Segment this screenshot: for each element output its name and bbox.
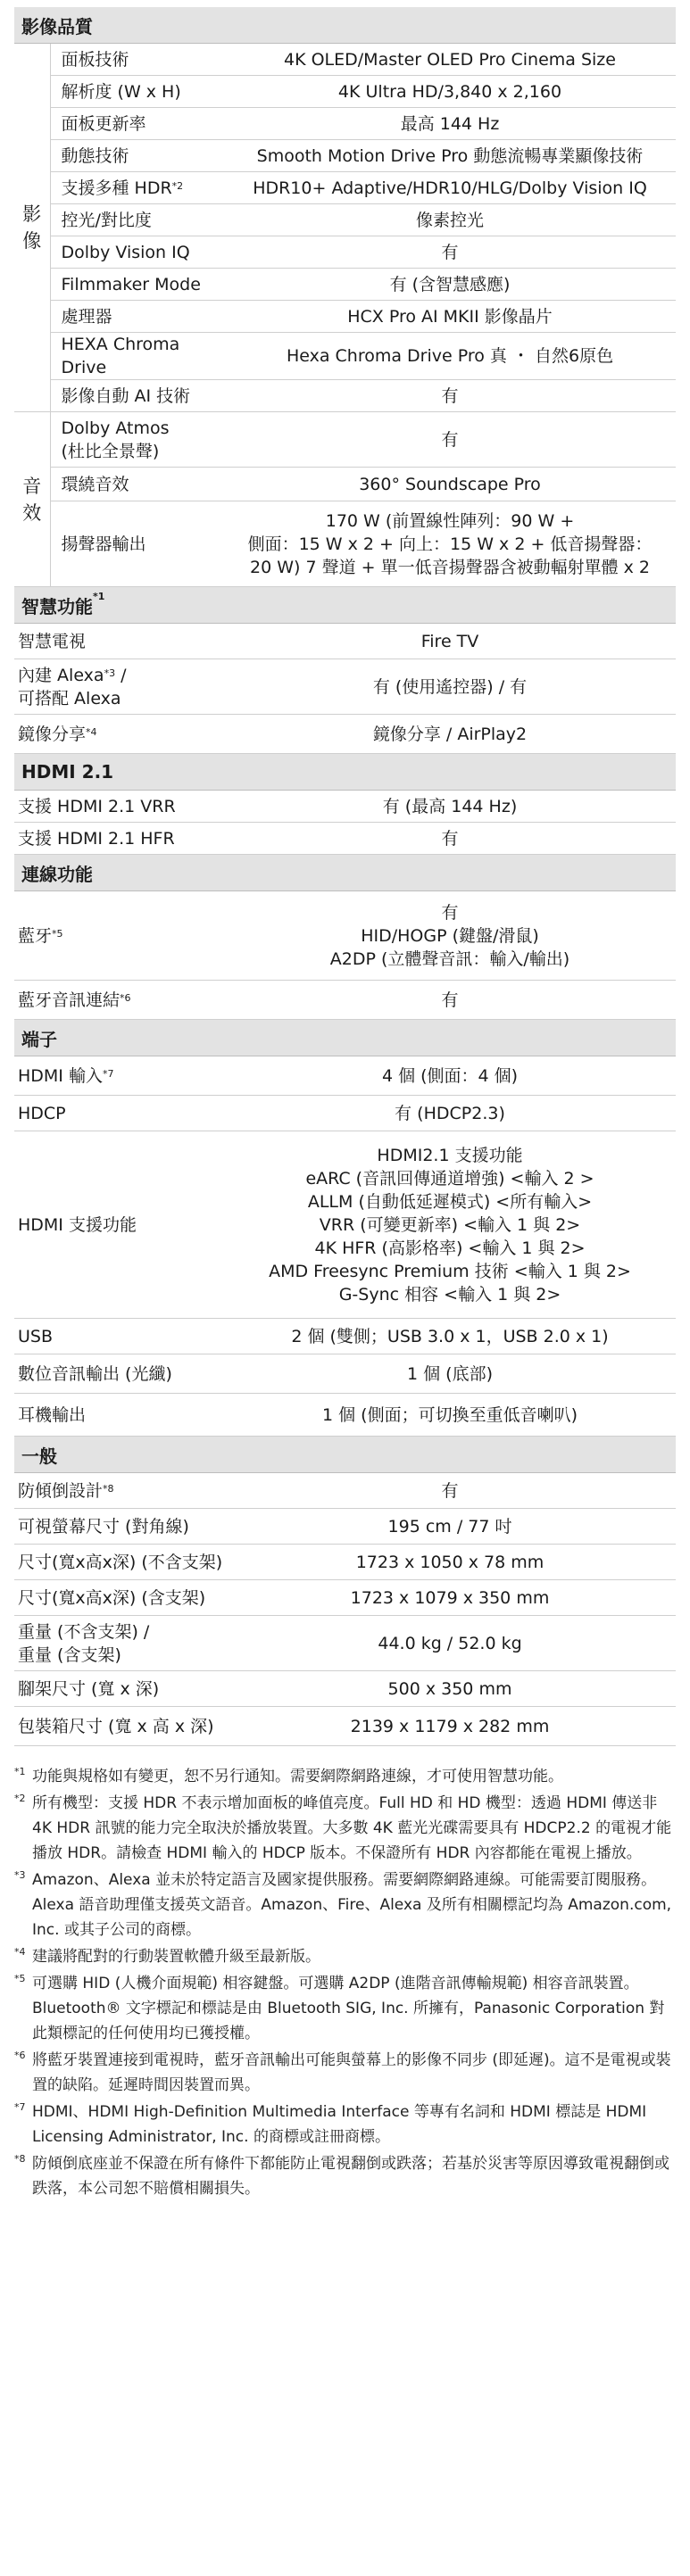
footnote (14, 1791, 676, 1866)
footnote-ref: *4 (86, 725, 97, 738)
footnote-text: 所有機型：支援 HDR 不表示增加面板的峰值亮度。Full HD 和 HD 機型：透過 HDMI 傳送非 4K HDR 訊號的能力完全取決於播放裝置。大多數 4K 藍光光碟需要具有 HDCP2.2 的電視才能播放 HDR。請檢查 HDMI 輸入的 HDCP 版本。不保證所有 HDR 內容都能在電視上播放。 (32, 1794, 672, 1862)
spec-label (50, 204, 224, 236)
spec-row (14, 1354, 676, 1394)
footnote-mark: *4 (14, 1946, 26, 1958)
spec-label (14, 659, 224, 715)
spec-label (14, 1580, 224, 1616)
spec-row (14, 1473, 676, 1509)
spec-label (14, 791, 224, 823)
section-row (14, 754, 676, 791)
spec-value: 有 (使用遙控器) / 有 (224, 659, 676, 715)
footnotes (14, 1764, 676, 2201)
footnote-ref: *5 (52, 927, 63, 940)
spec-value: 有 (224, 981, 676, 1020)
spec-label-text: 面板更新率 (61, 113, 146, 134)
spec-value: 有 (224, 823, 676, 855)
spec-label-text: Filmmaker Mode (61, 274, 201, 294)
spec-row (14, 891, 676, 981)
spec-value: 鏡像分享 / AirPlay2 (224, 715, 676, 754)
spec-row (14, 823, 676, 855)
spec-label (14, 1545, 224, 1580)
spec-row (14, 108, 676, 140)
spec-label (50, 269, 224, 301)
spec-label-text: 面板技術 (61, 49, 129, 70)
spec-row (14, 1131, 676, 1319)
spec-row (14, 269, 676, 301)
spec-row (14, 1509, 676, 1545)
section-header (14, 7, 676, 44)
spec-value: 360° Soundscape Pro (224, 468, 676, 501)
spec-label-text: HDMI 輸入 (18, 1065, 103, 1086)
footnote-mark: *6 (14, 2050, 26, 2061)
spec-row (14, 1319, 676, 1354)
spec-value: HCX Pro AI MKII 影像晶片 (224, 301, 676, 333)
footnote-mark: *5 (14, 1973, 26, 1984)
spec-label-text: USB (18, 1326, 54, 1346)
spec-row (14, 140, 676, 172)
spec-value: 像素控光 (224, 204, 676, 236)
footnote-ref: *7 (102, 1067, 114, 1080)
spec-row (14, 1671, 676, 1707)
spec-value: 2139 x 1179 x 282 mm (224, 1707, 676, 1746)
section-row (14, 587, 676, 624)
spec-row (14, 412, 676, 468)
footnote-mark: *2 (14, 1793, 26, 1804)
spec-value: 500 x 350 mm (224, 1671, 676, 1707)
spec-row (14, 468, 676, 501)
section-row (14, 1020, 676, 1056)
spec-label (50, 380, 224, 412)
footnote-text: 將藍牙裝置連接到電視時，藍牙音訊輸出可能與螢幕上的影像不同步 (即延遲)。這不是電視或裝置的缺陷。延遲時間因裝置而異。 (32, 2051, 671, 2094)
spec-label (14, 823, 224, 855)
spec-label-text: 重量 (不含支架) / 重量 (含支架) (18, 1621, 150, 1665)
spec-label (14, 1616, 224, 1671)
footnote (14, 1868, 676, 1942)
spec-row (14, 44, 676, 76)
section-header (14, 1020, 676, 1056)
spec-label-text: 腳架尺寸 (寬 x 深) (18, 1678, 160, 1699)
spec-label (50, 44, 224, 76)
spec-value: 有 (最高 144 Hz) (224, 791, 676, 823)
spec-label (14, 1707, 224, 1746)
spec-value: 1 個 (側面；可切換至重低音喇叭) (224, 1394, 676, 1437)
footnote-text: Amazon、Alexa 並未於特定語言及國家提供服務。需要網際網路連線。可能需要訂閱服務。Alexa 語音助理僅支援英文語音。Amazon、Fire、Alexa 及所有相關標記均為 Amazon.com, Inc. 或其子公司的商標。 (32, 1871, 672, 1939)
footnote (14, 1971, 676, 2046)
spec-value: 1723 x 1050 x 78 mm (224, 1545, 676, 1580)
group-label: 音 效 (14, 412, 50, 587)
spec-label (50, 501, 224, 587)
spec-label (14, 1056, 224, 1096)
spec-row (14, 624, 676, 659)
footnote-ref: *3 (104, 667, 116, 679)
spec-row (14, 380, 676, 412)
section-title: 端子 (21, 1028, 57, 1050)
section-title: 一般 (21, 1445, 57, 1467)
spec-row (14, 236, 676, 269)
footnote (14, 2151, 676, 2201)
spec-sheet (14, 7, 676, 2203)
footnote-mark: *1 (14, 1766, 26, 1777)
spec-label-text: 支援 HDMI 2.1 VRR (18, 796, 176, 816)
spec-value: HDR10+ Adaptive/HDR10/HLG/Dolby Vision IQ (224, 172, 676, 204)
spec-label-text: 內建 Alexa (18, 665, 104, 685)
spec-label (50, 333, 224, 380)
section-row (14, 7, 676, 44)
section-title: HDMI 2.1 (21, 761, 114, 783)
spec-row (14, 791, 676, 823)
group-label: 影 像 (14, 44, 50, 412)
spec-value: Smooth Motion Drive Pro 動態流暢專業顯像技術 (224, 140, 676, 172)
footnote (14, 2100, 676, 2149)
spec-row (14, 333, 676, 380)
spec-value: HDMI2.1 支援功能 eARC (音訊回傳通道增強) <輸入 2 > ALLM (自動低延遲模式) <所有輸入> VRR (可變更新率) <輸入 1 與 2> 4K HFR (高影格率) <輸入 1 與 2> AMD Freesync Premium 技術 <輸入 1 與 2> G-Sync 相容 <輸入 1 與 2> (224, 1131, 676, 1319)
section-title: 連線功能 (21, 863, 93, 885)
spec-label-text: 可視螢幕尺寸 (對角線) (18, 1516, 189, 1536)
spec-label-text: 揚聲器輸出 (61, 534, 146, 554)
spec-value: Fire TV (224, 624, 676, 659)
spec-label (50, 172, 224, 204)
spec-row (14, 1056, 676, 1096)
spec-label (14, 1131, 224, 1319)
spec-value: 2 個 (雙側；USB 3.0 x 1，USB 2.0 x 1) (224, 1319, 676, 1354)
spec-label-text: 尺寸(寬x高x深) (含支架) (18, 1587, 206, 1608)
spec-label (14, 715, 224, 754)
footnote-text: HDMI、HDMI High-Definition Multimedia Interface 等專有名詞和 HDMI 標誌是 HDMI Licensing Administrator, Inc. 的商標或註冊商標。 (32, 2103, 647, 2146)
spec-label (50, 108, 224, 140)
footnote-text: 建議將配對的行動裝置軟體升級至最新版。 (32, 1948, 320, 1966)
section-title: 影像品質 (21, 15, 93, 37)
spec-label (14, 1394, 224, 1437)
spec-value: 有 (含智慧感應) (224, 269, 676, 301)
footnote-text: 防傾倒底座並不保證在所有條件下都能防止電視翻倒或跌落；若基於災害等原因導致電視翻倒或跌落，本公司恕不賠償相關損失。 (32, 2155, 669, 2198)
spec-row (14, 981, 676, 1020)
spec-row (14, 1545, 676, 1580)
footnote-mark: *8 (14, 2153, 26, 2165)
spec-label (50, 76, 224, 108)
spec-label-text-2: / 可搭配 Alexa (18, 665, 127, 708)
spec-label-text: 動態技術 (61, 145, 129, 166)
spec-label (14, 1096, 224, 1131)
spec-table (14, 7, 676, 1746)
spec-value: 195 cm / 77 吋 (224, 1509, 676, 1545)
footnote (14, 2048, 676, 2098)
spec-row (14, 76, 676, 108)
spec-label (14, 624, 224, 659)
spec-label-text: 藍牙 (18, 925, 53, 946)
spec-label (14, 981, 224, 1020)
spec-value: 1 個 (底部) (224, 1354, 676, 1394)
spec-label-text: HDMI 支援功能 (18, 1214, 137, 1235)
spec-label-text: 處理器 (61, 306, 112, 327)
spec-label-text: 包裝箱尺寸 (寬 x 高 x 深) (18, 1716, 214, 1736)
footnote-mark: *7 (14, 2101, 26, 2113)
spec-label-text: 鏡像分享 (18, 724, 87, 744)
spec-row (14, 1707, 676, 1746)
footnote-mark: *3 (14, 1869, 26, 1881)
spec-row (14, 715, 676, 754)
spec-label-text: 尺寸(寬x高x深) (不含支架) (18, 1552, 223, 1572)
spec-label-text: 藍牙音訊連結 (18, 990, 121, 1010)
spec-row (14, 501, 676, 587)
spec-value: 最高 144 Hz (224, 108, 676, 140)
spec-value: 170 W (前置線性陣列：90 W + 側面：15 W x 2 + 向上：15 W x 2 + 低音揚聲器： 20 W) 7 聲道 + 單一低音揚聲器含被動輻射單體 x 2 (224, 501, 676, 587)
spec-value: 有 (224, 1473, 676, 1509)
spec-value: 4K OLED/Master OLED Pro Cinema Size (224, 44, 676, 76)
spec-row (14, 1580, 676, 1616)
spec-label (14, 1319, 224, 1354)
section-header (14, 1437, 676, 1473)
section-row (14, 855, 676, 891)
spec-label (14, 891, 224, 981)
spec-value: 1723 x 1079 x 350 mm (224, 1580, 676, 1616)
spec-label-text: HEXA Chroma Drive (61, 335, 180, 377)
spec-value: 有 (224, 380, 676, 412)
spec-row (14, 659, 676, 715)
section-header (14, 855, 676, 891)
spec-label (14, 1354, 224, 1394)
spec-label-text: 解析度 (W x H) (61, 81, 181, 102)
spec-label-text: 影像自動 AI 技術 (61, 385, 191, 406)
spec-label (50, 301, 224, 333)
section-header (14, 754, 676, 791)
spec-label-text: 防傾倒設計 (18, 1480, 104, 1501)
spec-label-text: 數位音訊輸出 (光纖) (18, 1363, 172, 1384)
spec-value: Hexa Chroma Drive Pro 真 ・ 自然6原色 (224, 333, 676, 380)
spec-row (14, 1616, 676, 1671)
spec-label-text: HDCP (18, 1103, 66, 1123)
section-title: 智慧功能 (21, 595, 93, 617)
section-row (14, 1437, 676, 1473)
spec-row (14, 204, 676, 236)
spec-value: 有 (224, 236, 676, 269)
section-header (14, 587, 676, 624)
spec-label (50, 468, 224, 501)
spec-label (14, 1509, 224, 1545)
spec-label-text: 環繞音效 (61, 474, 129, 494)
footnote (14, 1764, 676, 1789)
spec-value: 有 HID/HOGP (鍵盤/滑鼠) A2DP (立體聲音訊：輸入/輸出) (224, 891, 676, 981)
spec-value: 4 個 (側面：4 個) (224, 1056, 676, 1096)
spec-label-text: 支援多種 HDR (61, 178, 172, 198)
spec-label-text: 支援 HDMI 2.1 HFR (18, 828, 175, 849)
footnote (14, 1944, 676, 1969)
spec-label (50, 140, 224, 172)
spec-row (14, 1394, 676, 1437)
footnote-ref: *6 (120, 991, 131, 1004)
spec-value: 44.0 kg / 52.0 kg (224, 1616, 676, 1671)
spec-label-text: 耳機輸出 (18, 1404, 87, 1425)
spec-label (50, 236, 224, 269)
footnote-ref: *2 (171, 179, 184, 192)
spec-value: 有 (HDCP2.3) (224, 1096, 676, 1131)
spec-label-text: Dolby Vision IQ (61, 242, 190, 262)
footnote-text: 功能與規格如有變更，恕不另行通知。需要網際網路連線，才可使用智慧功能。 (32, 1768, 563, 1785)
spec-label-text: 智慧電視 (18, 631, 87, 651)
footnote-text: 可選購 HID (人機介面規範) 相容鍵盤。可選購 A2DP (進階音訊傳輸規範) 相容音訊裝置。Bluetooth® 文字標記和標誌是由 Bluetooth SIG, Inc. 所擁有，Panasonic Corporation 對此類標記的任何使用均已獲授權。 (32, 1975, 665, 2042)
spec-label-text: 控光/對比度 (61, 210, 152, 230)
spec-row (14, 301, 676, 333)
spec-label (14, 1671, 224, 1707)
spec-label-text: Dolby Atmos (杜比全景聲) (61, 418, 170, 461)
spec-value: 有 (224, 412, 676, 468)
spec-label (14, 1473, 224, 1509)
footnote-ref: *8 (103, 1482, 114, 1495)
spec-value: 4K Ultra HD/3,840 x 2,160 (224, 76, 676, 108)
spec-label (50, 412, 224, 468)
footnote-ref: *1 (93, 590, 105, 602)
spec-row (14, 172, 676, 204)
spec-row (14, 1096, 676, 1131)
